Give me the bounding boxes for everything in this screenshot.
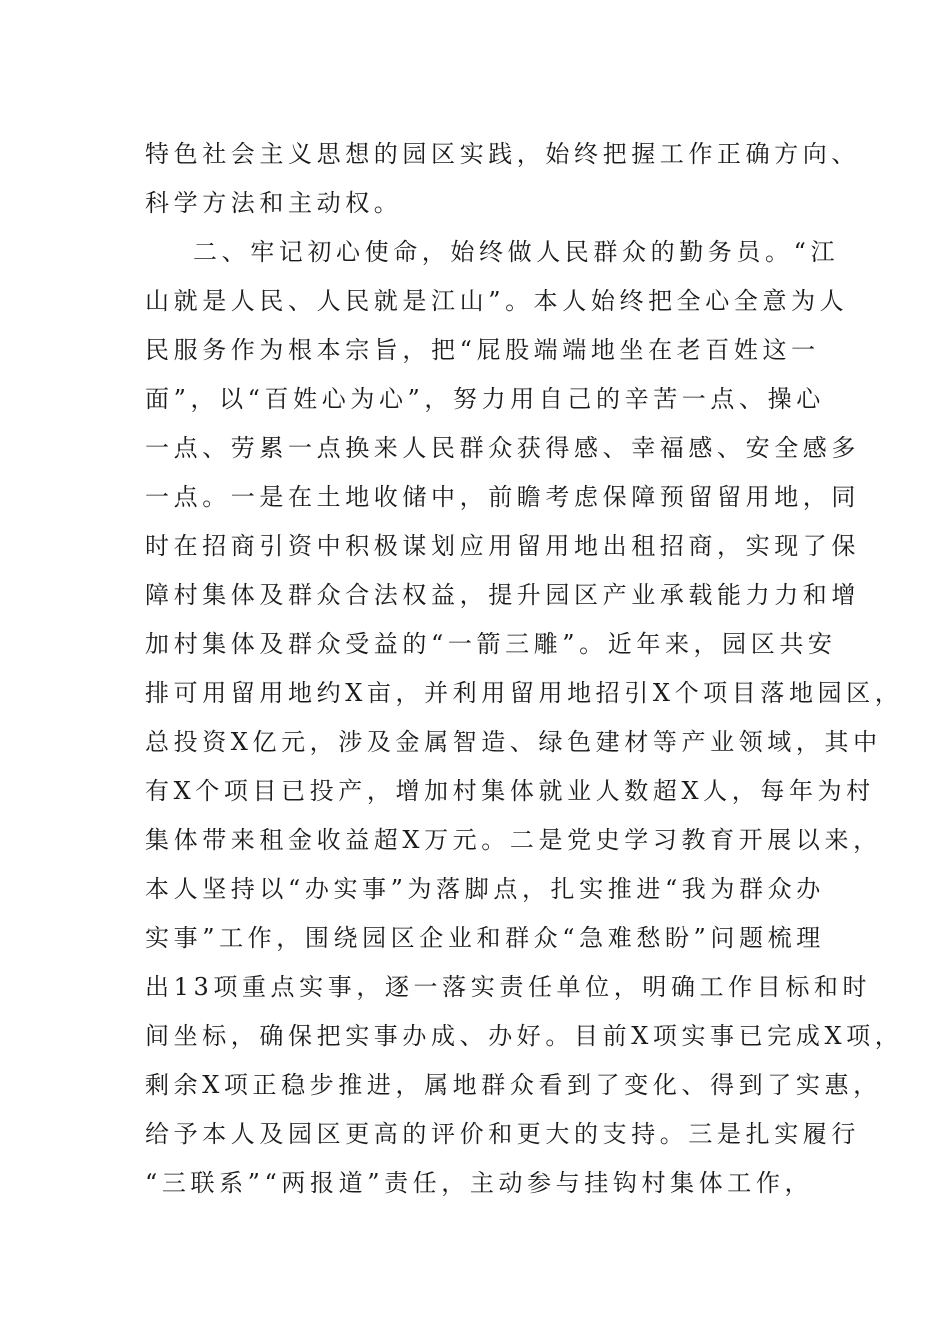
body-text-line: 障村集体及群众合法权益，提升园区产业承载能力力和增 — [145, 581, 860, 609]
body-text-line: 特色社会主义思想的园区实践，始终把握工作正确方向、 — [145, 140, 860, 168]
body-text-line: “三联系”“两报道”责任，主动参与挂钩村集体工作， — [145, 1169, 814, 1197]
body-text-line: 山就是人民、人民就是江山”。本人始终把全心全意为人 — [145, 287, 849, 315]
body-text-line: 剩余X项正稳步推进，属地群众看到了变化、得到了实惠， — [145, 1071, 882, 1099]
body-text-line: 本人坚持以“办实事”为落脚点，扎实推进“我为群众办 — [145, 875, 825, 903]
section-heading-line: 二、牢记初心使命，始终做人民群众的勤务员。“江 — [193, 238, 840, 266]
body-text-line: 有X个项目已投产，增加村集体就业人数超X人，每年为村 — [145, 777, 875, 805]
body-text-line: 给予本人及园区更高的评价和更大的支持。三是扎实履行 — [145, 1120, 860, 1148]
body-text-line: 实事”工作，围绕园区企业和群众“急难愁盼”问题梳理 — [145, 924, 825, 952]
body-text-line: 总投资X亿元，涉及金属智造、绿色建材等产业领域，其中 — [145, 728, 882, 756]
body-text-line: 集体带来租金收益超X万元。二是党史学习教育开展以来， — [145, 826, 882, 854]
body-text-line: 科学方法和主动权。 — [145, 189, 403, 217]
body-text-line: 出13项重点实事，逐一落实责任单位，明确工作目标和时 — [145, 973, 872, 1001]
body-text-line: 民服务作为根本宗旨，把“屁股端端地坐在老百姓这一 — [145, 336, 820, 364]
body-text-line: 间坐标，确保把实事办成、办好。目前X项实事已完成X项， — [145, 1022, 904, 1050]
body-text-line: 时在招商引资中积极谋划应用留用地出租招商，实现了保 — [145, 532, 860, 560]
body-text-line: 排可用留用地约X亩，并利用留用地招引X个项目落地园区， — [145, 679, 904, 707]
body-text-line: 加村集体及群众受益的“一箭三雕”。近年来，园区共安 — [145, 630, 837, 658]
body-text-line: 一点。一是在土地收储中，前瞻考虑保障预留留用地，同 — [145, 483, 860, 511]
body-text-line: 一点、劳累一点换来人民群众获得感、幸福感、安全感多 — [145, 434, 860, 462]
body-text-line: 面”，以“百姓心为心”，努力用自己的辛苦一点、操心 — [145, 385, 825, 413]
